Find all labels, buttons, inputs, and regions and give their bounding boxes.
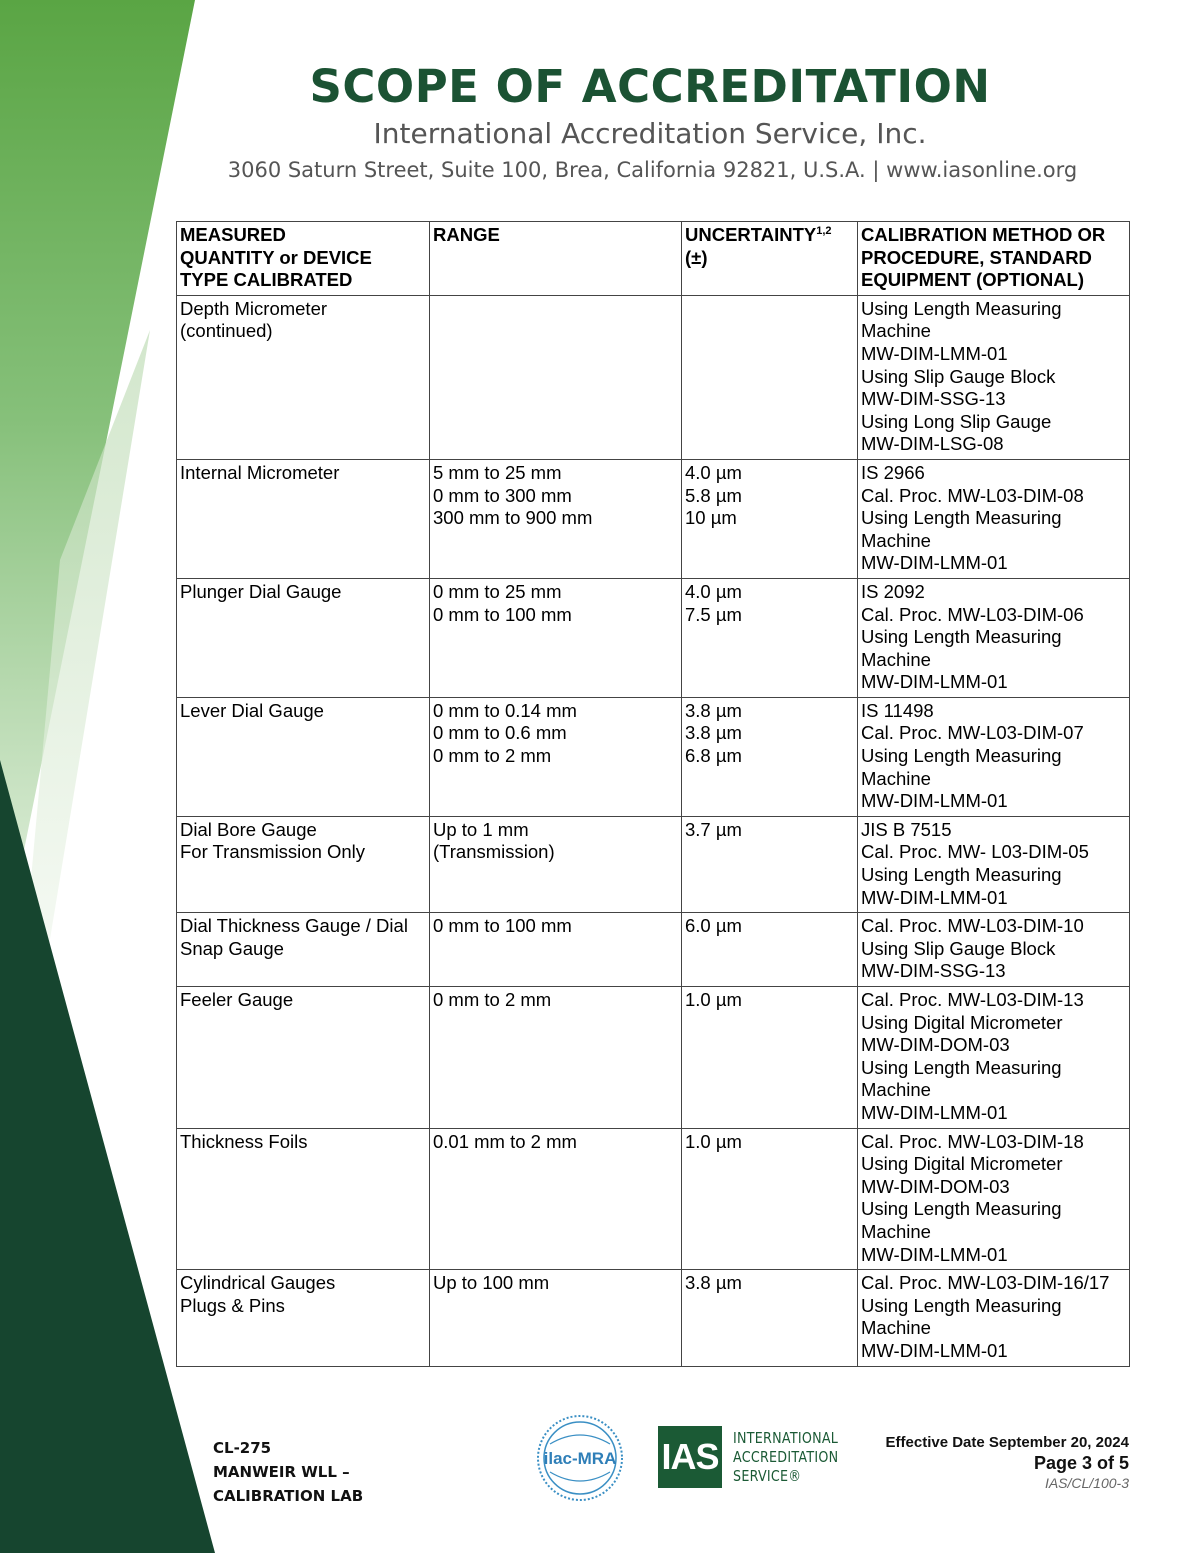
range-cell [430, 295, 682, 459]
uncertainty-footnote-ref: 1,2 [816, 224, 832, 237]
header-calibration-method: CALIBRATION METHOD OR PROCEDURE, STANDARD EQUIPMENT (OPTIONAL) [858, 222, 1130, 296]
document-info [886, 1434, 1129, 1491]
ias-logo-name: INTERNATIONAL ACCREDITATION SERVICE® [733, 1429, 839, 1485]
page-number: Page 3 of 5 [1033, 1453, 1129, 1473]
scope-table [176, 221, 1130, 1367]
table-row [177, 816, 1130, 912]
device-cell: Depth Micrometer (continued) [177, 295, 430, 459]
header-uncertainty: UNCERTAINTY$^{1,2}$ (±) [682, 222, 858, 296]
lab-name: MANWEIR WLL – [213, 1463, 350, 1481]
range-cell: 0 mm to 100 mm [430, 913, 682, 987]
device-cell: Dial Bore Gauge For Transmission Only [177, 816, 430, 912]
device-cell: Cylindrical Gauges Plugs & Pins [177, 1270, 430, 1366]
uncertainty-cell [682, 295, 858, 459]
effective-date: Effective Date September 20, 2024 [885, 1434, 1129, 1451]
method-cell: IS 11498 Cal. Proc. MW-L03-DIM-07 Using Length Measuring Machine MW-DIM-LMM-01 [858, 697, 1130, 816]
uncertainty-cell: 4.0 µm 7.5 µm [682, 578, 858, 697]
range-cell: 5 mm to 25 mm 0 mm to 300 mm 300 mm to 900 mm [430, 459, 682, 578]
range-cell: Up to 100 mm [430, 1270, 682, 1366]
range-cell: 0 mm to 2 mm [430, 987, 682, 1129]
table-row [177, 1128, 1130, 1270]
device-cell: Plunger Dial Gauge [177, 578, 430, 697]
table-row [177, 987, 1130, 1129]
device-cell: Dial Thickness Gauge / Dial Snap Gauge [177, 913, 430, 987]
table-row [177, 578, 1130, 697]
table-row [177, 697, 1130, 816]
lab-id: CL-275 [213, 1439, 272, 1457]
header-range: RANGE [430, 222, 682, 296]
method-cell: IS 2966 Cal. Proc. MW-L03-DIM-08 Using Length Measuring Machine MW-DIM-LMM-01 [858, 459, 1130, 578]
table-body [177, 295, 1130, 1366]
ias-logo [658, 1426, 722, 1488]
table-row [177, 1270, 1130, 1366]
uncertainty-cell: 3.8 µm 3.8 µm 6.8 µm [682, 697, 858, 816]
range-cell: 0.01 mm to 2 mm [430, 1128, 682, 1270]
lab-type: CALIBRATION LAB [213, 1487, 364, 1505]
organization-address: 3060 Saturn Street, Suite 100, Brea, California 92821, U.S.A. | www.iasonline.org [227, 158, 1078, 182]
method-cell: JIS B 7515 Cal. Proc. MW- L03-DIM-05 Using Length Measuring MW-DIM-LMM-01 [858, 816, 1130, 912]
table-row [177, 295, 1130, 459]
range-cell: 0 mm to 0.14 mm 0 mm to 0.6 mm 0 mm to 2 mm [430, 697, 682, 816]
ilac-mra-logo [536, 1414, 624, 1502]
device-cell: Thickness Foils [177, 1128, 430, 1270]
ilac-logo-text: ilac-MRA [543, 1449, 617, 1468]
organization-name: International Accreditation Service, Inc. [373, 117, 927, 150]
device-cell: Feeler Gauge [177, 987, 430, 1129]
uncertainty-cell: 3.8 µm [682, 1270, 858, 1366]
table-row [177, 459, 1130, 578]
table-header-row [177, 222, 1130, 296]
range-cell: Up to 1 mm (Transmission) [430, 816, 682, 912]
device-cell: Lever Dial Gauge [177, 697, 430, 816]
ias-logo-text: IAS [661, 1436, 719, 1477]
method-cell: IS 2092 Cal. Proc. MW-L03-DIM-06 Using Length Measuring Machine MW-DIM-LMM-01 [858, 578, 1130, 697]
uncertainty-cell: 1.0 µm [682, 987, 858, 1129]
lab-identification [213, 1436, 363, 1508]
method-cell: Cal. Proc. MW-L03-DIM-10 Using Slip Gauge Block MW-DIM-SSG-13 [858, 913, 1130, 987]
header-device-type: MEASURED QUANTITY or DEVICE TYPE CALIBRATED [177, 222, 430, 296]
device-cell: Internal Micrometer [177, 459, 430, 578]
method-cell: Cal. Proc. MW-L03-DIM-16/17 Using Length Measuring Machine MW-DIM-LMM-01 [858, 1270, 1130, 1366]
document-id: IAS/CL/100-3 [1044, 1475, 1129, 1491]
uncertainty-cell: 1.0 µm [682, 1128, 858, 1270]
uncertainty-cell: 4.0 µm 5.8 µm 10 µm [682, 459, 858, 578]
method-cell: Using Length Measuring Machine MW-DIM-LMM-01 Using Slip Gauge Block MW-DIM-SSG-13 Using Long Slip Gauge MW-DIM-LSG-08 [858, 295, 1130, 459]
table-row [177, 913, 1130, 987]
uncertainty-cell: 6.0 µm [682, 913, 858, 987]
method-cell: Cal. Proc. MW-L03-DIM-18 Using Digital Micrometer MW-DIM-DOM-03 Using Length Measuring Machine MW-DIM-LMM-01 [858, 1128, 1130, 1270]
uncertainty-cell: 3.7 µm [682, 816, 858, 912]
page-title: SCOPE OF ACCREDITATION [309, 60, 991, 113]
method-cell: Cal. Proc. MW-L03-DIM-13 Using Digital Micrometer MW-DIM-DOM-03 Using Length Measuring Machine MW-DIM-LMM-01 [858, 987, 1130, 1129]
range-cell: 0 mm to 25 mm 0 mm to 100 mm [430, 578, 682, 697]
